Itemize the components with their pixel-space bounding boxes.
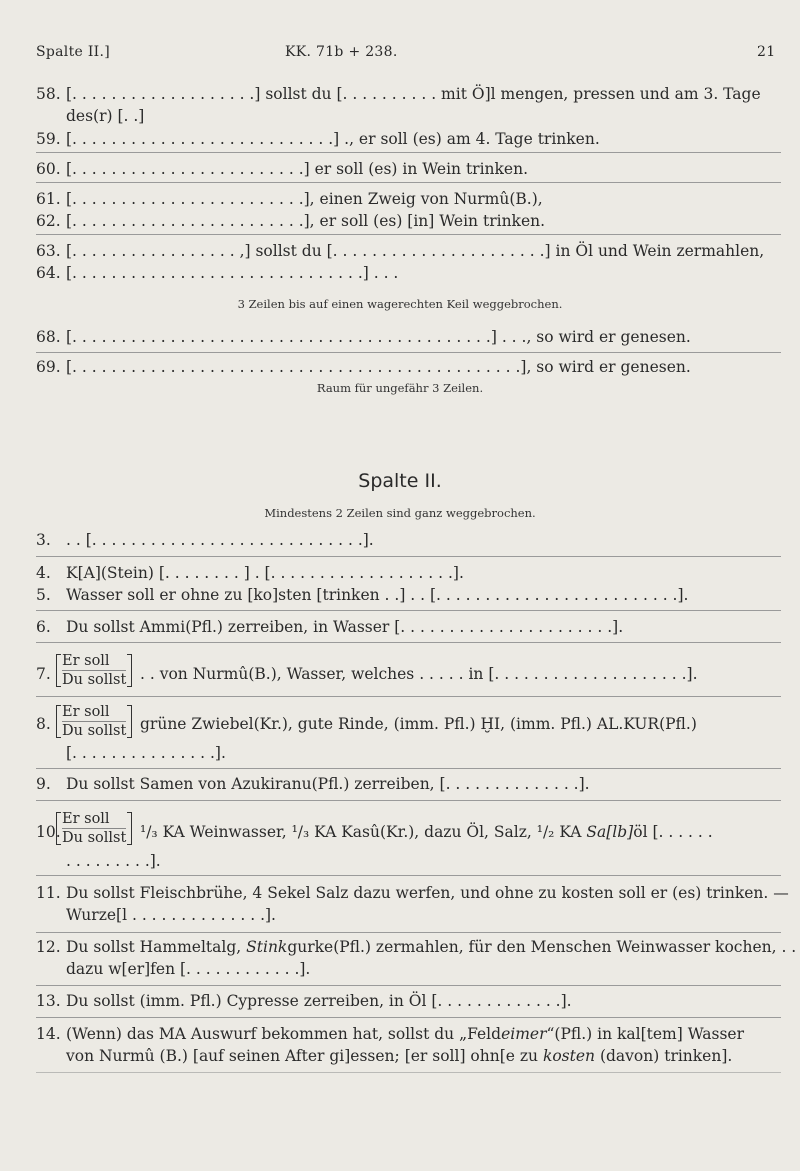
line-5 [36, 585, 688, 605]
italic-text-part: Stink [246, 938, 288, 956]
line-text: Du sollst (imm. Pfl.) Cypresse zerreiben, in Öl [. . . . . . . . . . . . .]. [66, 992, 572, 1010]
line-number: 3. [36, 531, 51, 549]
line-number: 12. [36, 938, 61, 956]
separator-rule [36, 152, 781, 153]
separator-rule [36, 182, 781, 183]
line-number: 6. [36, 618, 51, 636]
section-title: Spalte II. [358, 470, 442, 492]
line-3 [36, 530, 374, 550]
line-6 [36, 617, 623, 637]
line-number: 69. [36, 358, 61, 376]
line-number: 4. [36, 564, 51, 582]
line-10-text [140, 822, 713, 842]
separator-rule [36, 875, 781, 876]
line-number: 5. [36, 586, 51, 604]
line-number: 58. [36, 85, 61, 103]
line-number: 7. [36, 665, 51, 683]
line-text: [. . . . . . . . . . . . . . . . . ,] sollst du [. . . . . . . . . . . . . . . . . . . . . .] in Öl und Wein zermahlen, [66, 242, 765, 260]
text-part: von Nurmû (B.) [auf seinen After gi]essen; [er soll] ohn[e zu [66, 1047, 543, 1065]
text-part: gurke(Pfl.) zermahlen, für den Menschen Weinwasser kochen, . . [287, 938, 797, 956]
alternate-reading-bracket [56, 810, 132, 847]
line-number: 61. [36, 190, 61, 208]
separator-rule [36, 932, 781, 933]
line-7-text: . . von Nurmû(B.), Wasser, welches . . . . . in [. . . . . . . . . . . . . . . . . . . .]. [140, 665, 698, 683]
line-number: 64. [36, 264, 61, 282]
line-text: . . [. . . . . . . . . . . . . . . . . . . . . . . . . . . .]. [66, 531, 374, 549]
bracket-reading-top: Er soll [62, 704, 110, 720]
line-62 [36, 211, 545, 231]
line-58 [36, 84, 761, 104]
separator-rule [36, 234, 781, 235]
line-text: [. . . . . . . . . . . . . . . . . . . . . . . .], einen Zweig von Nurmû(B.), [66, 190, 543, 208]
line-number: 10. [36, 823, 61, 841]
line-10-continuation: . . . . . . . . .]. [66, 852, 161, 870]
line-11 [36, 883, 789, 903]
separator-rule [36, 768, 781, 769]
header-left: Spalte II.] [36, 44, 111, 60]
text-part: (davon) trinken]. [595, 1047, 733, 1065]
line-number: 9. [36, 775, 51, 793]
line-14 [36, 1024, 744, 1044]
line-text: [. . . . . . . . . . . . . . . . . . . . . . . .], er soll (es) [in] Wein trinken. [66, 212, 546, 230]
line-8-text: grüne Zwiebel(Kr.), gute Rinde, (imm. Pfl.) ḪI, (imm. Pfl.) AL.KUR(Pfl.) [140, 715, 697, 733]
text-part: ¹/₃ KA Weinwasser, ¹/₃ KA Kasû(Kr.), dazu Öl, Salz, ¹/₂ KA [140, 823, 587, 841]
line-number: 8. [36, 715, 51, 733]
line-number: 60. [36, 160, 61, 178]
line-text: Wasser soll er ohne zu [ko]sten [trinken . .] . . [. . . . . . . . . . . . . . . . . . . . . . . . .]. [66, 586, 689, 604]
bracket-reading-top: Er soll [62, 653, 110, 669]
bracket-reading-top: Er soll [62, 811, 110, 827]
separator-rule [36, 1017, 781, 1018]
line-text: [. . . . . . . . . . . . . . . . . . . . . . . .] er soll (es) in Wein trinken. [66, 160, 529, 178]
line-text: [. . . . . . . . . . . . . . . . . . . . . . . . . . .] ., er soll (es) am 4. Tage trinken. [66, 130, 600, 148]
line-68 [36, 327, 691, 347]
line-69 [36, 357, 691, 377]
bracket-reading-bottom: Du sollst [62, 830, 127, 846]
editorial-note: 3 Zeilen bis auf einen wagerechten Keil weggebrochen. [237, 297, 563, 311]
line-text: Du sollst Fleischbrühe, 4 Sekel Salz dazu werfen, und ohne zu kosten soll er (es) trinken. — [66, 884, 789, 902]
bracket-reading-bottom: Du sollst [62, 723, 127, 739]
separator-rule [36, 985, 781, 986]
header-center: KK. 71b + 238. [285, 44, 398, 60]
line-11-continuation: Wurze[l . . . . . . . . . . . . . .]. [66, 906, 276, 924]
alternate-reading-bracket [56, 652, 132, 689]
text-part: “(Pfl.) in kal[tem] Wasser [546, 1025, 745, 1043]
text-part: öl [. . . . . . [633, 823, 713, 841]
line-12 [36, 937, 796, 957]
line-14-continuation [66, 1046, 732, 1066]
separator-rule [36, 800, 781, 801]
line-text: Du sollst Ammi(Pfl.) zerreiben, in Wasser [. . . . . . . . . . . . . . . . . . . . . .]. [66, 618, 624, 636]
line-number: 14. [36, 1025, 61, 1043]
line-61 [36, 189, 543, 209]
line-8-continuation: [. . . . . . . . . . . . . . .]. [66, 744, 226, 762]
text-part: Du sollst Hammeltalg, [66, 938, 247, 956]
italic-text-part: eimer [501, 1025, 547, 1043]
line-number: 11. [36, 884, 61, 902]
line-text: [. . . . . . . . . . . . . . . . . . . . . . . . . . . . . . . . . . . . . . . . . . . . . .], so wird er genesen. [66, 358, 691, 376]
text-part: (Wenn) das MA Auswurf bekommen hat, sollst du „Feld [66, 1025, 502, 1043]
line-number: 63. [36, 242, 61, 260]
line-text: Du sollst Samen von Azukiranu(Pfl.) zerreiben, [. . . . . . . . . . . . . .]. [66, 775, 590, 793]
line-number: 68. [36, 328, 61, 346]
separator-rule [36, 1072, 781, 1073]
line-number: 62. [36, 212, 61, 230]
line-9 [36, 774, 590, 794]
line-4 [36, 563, 464, 583]
separator-rule [36, 642, 781, 643]
italic-text-part: kosten [542, 1047, 596, 1065]
line-text: K[A](Stein) [. . . . . . . . ] . [. . . . . . . . . . . . . . . . . . .]. [66, 564, 464, 582]
line-text: [. . . . . . . . . . . . . . . . . . .] sollst du [. . . . . . . . . . mit Ö]l mengen, pressen und am 3. Tage [66, 85, 761, 103]
line-59 [36, 129, 600, 149]
line-text: [. . . . . . . . . . . . . . . . . . . . . . . . . . . . . . . . . . . . . . . . . . .] . . ., so wird er genesen. [66, 328, 691, 346]
header-page-number: 21 [757, 44, 776, 60]
separator-rule [36, 696, 781, 697]
separator-rule [36, 556, 781, 557]
line-63 [36, 241, 764, 261]
editorial-note: Raum für ungefähr 3 Zeilen. [316, 381, 484, 395]
editorial-note: Mindestens 2 Zeilen sind ganz weggebrochen. [264, 506, 536, 520]
line-number: 13. [36, 992, 61, 1010]
line-13 [36, 991, 572, 1011]
line-12-continuation: dazu w[er]fen [. . . . . . . . . . . .]. [66, 960, 311, 978]
separator-rule [36, 610, 781, 611]
line-number: 59. [36, 130, 61, 148]
alternate-reading-bracket [56, 703, 132, 740]
line-64 [36, 263, 398, 283]
line-60 [36, 159, 528, 179]
line-text: [. . . . . . . . . . . . . . . . . . . . . . . . . . . . . .] . . . [66, 264, 399, 282]
line-58-continuation: des(r) [. .] [66, 107, 145, 125]
bracket-reading-bottom: Du sollst [62, 672, 127, 688]
separator-rule [36, 352, 781, 353]
italic-text-part: Sa[lb] [586, 823, 634, 841]
